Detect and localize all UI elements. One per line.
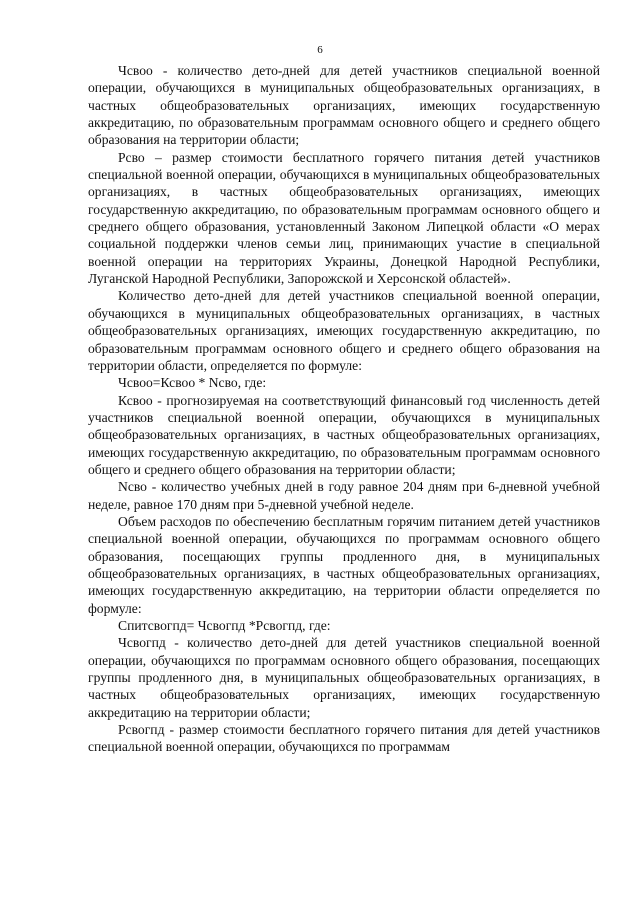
symbol-rsvo: Рсво — [118, 149, 145, 165]
definition-text: - количество дето-дней для детей участников специальной военной операции, обучающихся по программам основного общего образования, посещающих группы продленного дня, в муниципальных общеобразовательных организациях, в частных общеобразовательных организациях, имеющих государственную аккредитацию на территории области; — [88, 635, 600, 720]
paragraph-expense-volume — [88, 513, 600, 617]
definition-nsvo — [88, 478, 600, 513]
symbol-chsvogpd: Чсвогпд — [118, 635, 166, 651]
definition-text: - прогнозируемая на соответствующий финансовый год численность детей участников специальной военной операции, обучающихся в муниципальных общеобразовательных организациях, в частных общеобразовательных организациях, имеющих государственную аккредитацию, по образовательным программам основного общего и среднего общего образования на территории области; — [88, 392, 600, 477]
formula-text: Спитсвогпд= Чсвогпд *Рсвогпд, где: — [118, 618, 331, 633]
formula-chsvoo — [88, 374, 600, 391]
definition-text: - размер стоимости бесплатного горячего питания для детей участников специальной военной операции, обучающихся по программам — [88, 722, 600, 755]
definition-rsvogpd — [88, 721, 600, 756]
symbol-rsvogpd: Рсвогпд — [118, 722, 165, 738]
definition-text: – размер стоимости бесплатного горячего питания детей участников специальной военной операции, обучающихся в муниципальных общеобразовательных организациях, в частных общеобразовательных организациях, имеющих государственную аккредитацию, по образовательным программам основного общего и среднего общего образования, установленный Законом Липецкой области «О мерах социальной поддержки членов семьи лиц, принимающих участие в специальной военной операции на территориях Украины, Донецкой Народной Республики, Луганской Народной Республики, Запорожской и Херсонской областей». — [88, 149, 600, 287]
definition-text: - количество учебных дней в году равное 204 дням при 6-дневной учебной неделе, равное 170 дням при 5-дневной учебной неделе. — [88, 479, 600, 512]
definition-ksvoo — [88, 392, 600, 479]
symbol-nsvo: Nсво — [118, 479, 147, 495]
formula-text: Чсвоо=Ксвоо * Nсво, где: — [118, 375, 267, 391]
symbol-ksvoo: Ксвоо — [118, 392, 153, 408]
definition-rsvo — [88, 149, 600, 288]
definition-chsvoo — [88, 62, 600, 149]
symbol-chsvoo: Чсвоо — [118, 63, 153, 78]
document-body — [88, 62, 600, 756]
definition-text: - количество дето-дней для детей участников специальной военной операции, обучающихся в муниципальных общеобразовательных организациях, в частных общеобразовательных организациях, имеющих государственную аккредитацию, по образовательным программам основного общего и среднего общего образования на территории области; — [88, 63, 600, 148]
definition-chsvogpd — [88, 634, 600, 721]
paragraph-text: Количество дето-дней для детей участников специальной военной операции, обучающихся в муниципальных общеобразовательных организациях, в частных общеобразовательных организациях, имеющих государственную аккредитацию, по образовательным программам основного общего и среднего общего образования на территории области, определяется по формуле: — [88, 288, 600, 373]
paragraph-text: Объем расходов по обеспечению бесплатным горячим питанием детей участников специальной военной операции, обучающихся по программам основного общего образования, посещающих группы продленного дня, в муниципальных общеобразовательных организациях, в частных общеобразовательных организациях, имеющих государственную аккредитацию, на территории области определяется по формуле: — [88, 513, 600, 616]
page-number: 6 — [317, 44, 323, 56]
formula-spitsvogpd — [88, 617, 600, 634]
paragraph-child-days-intro — [88, 287, 600, 374]
